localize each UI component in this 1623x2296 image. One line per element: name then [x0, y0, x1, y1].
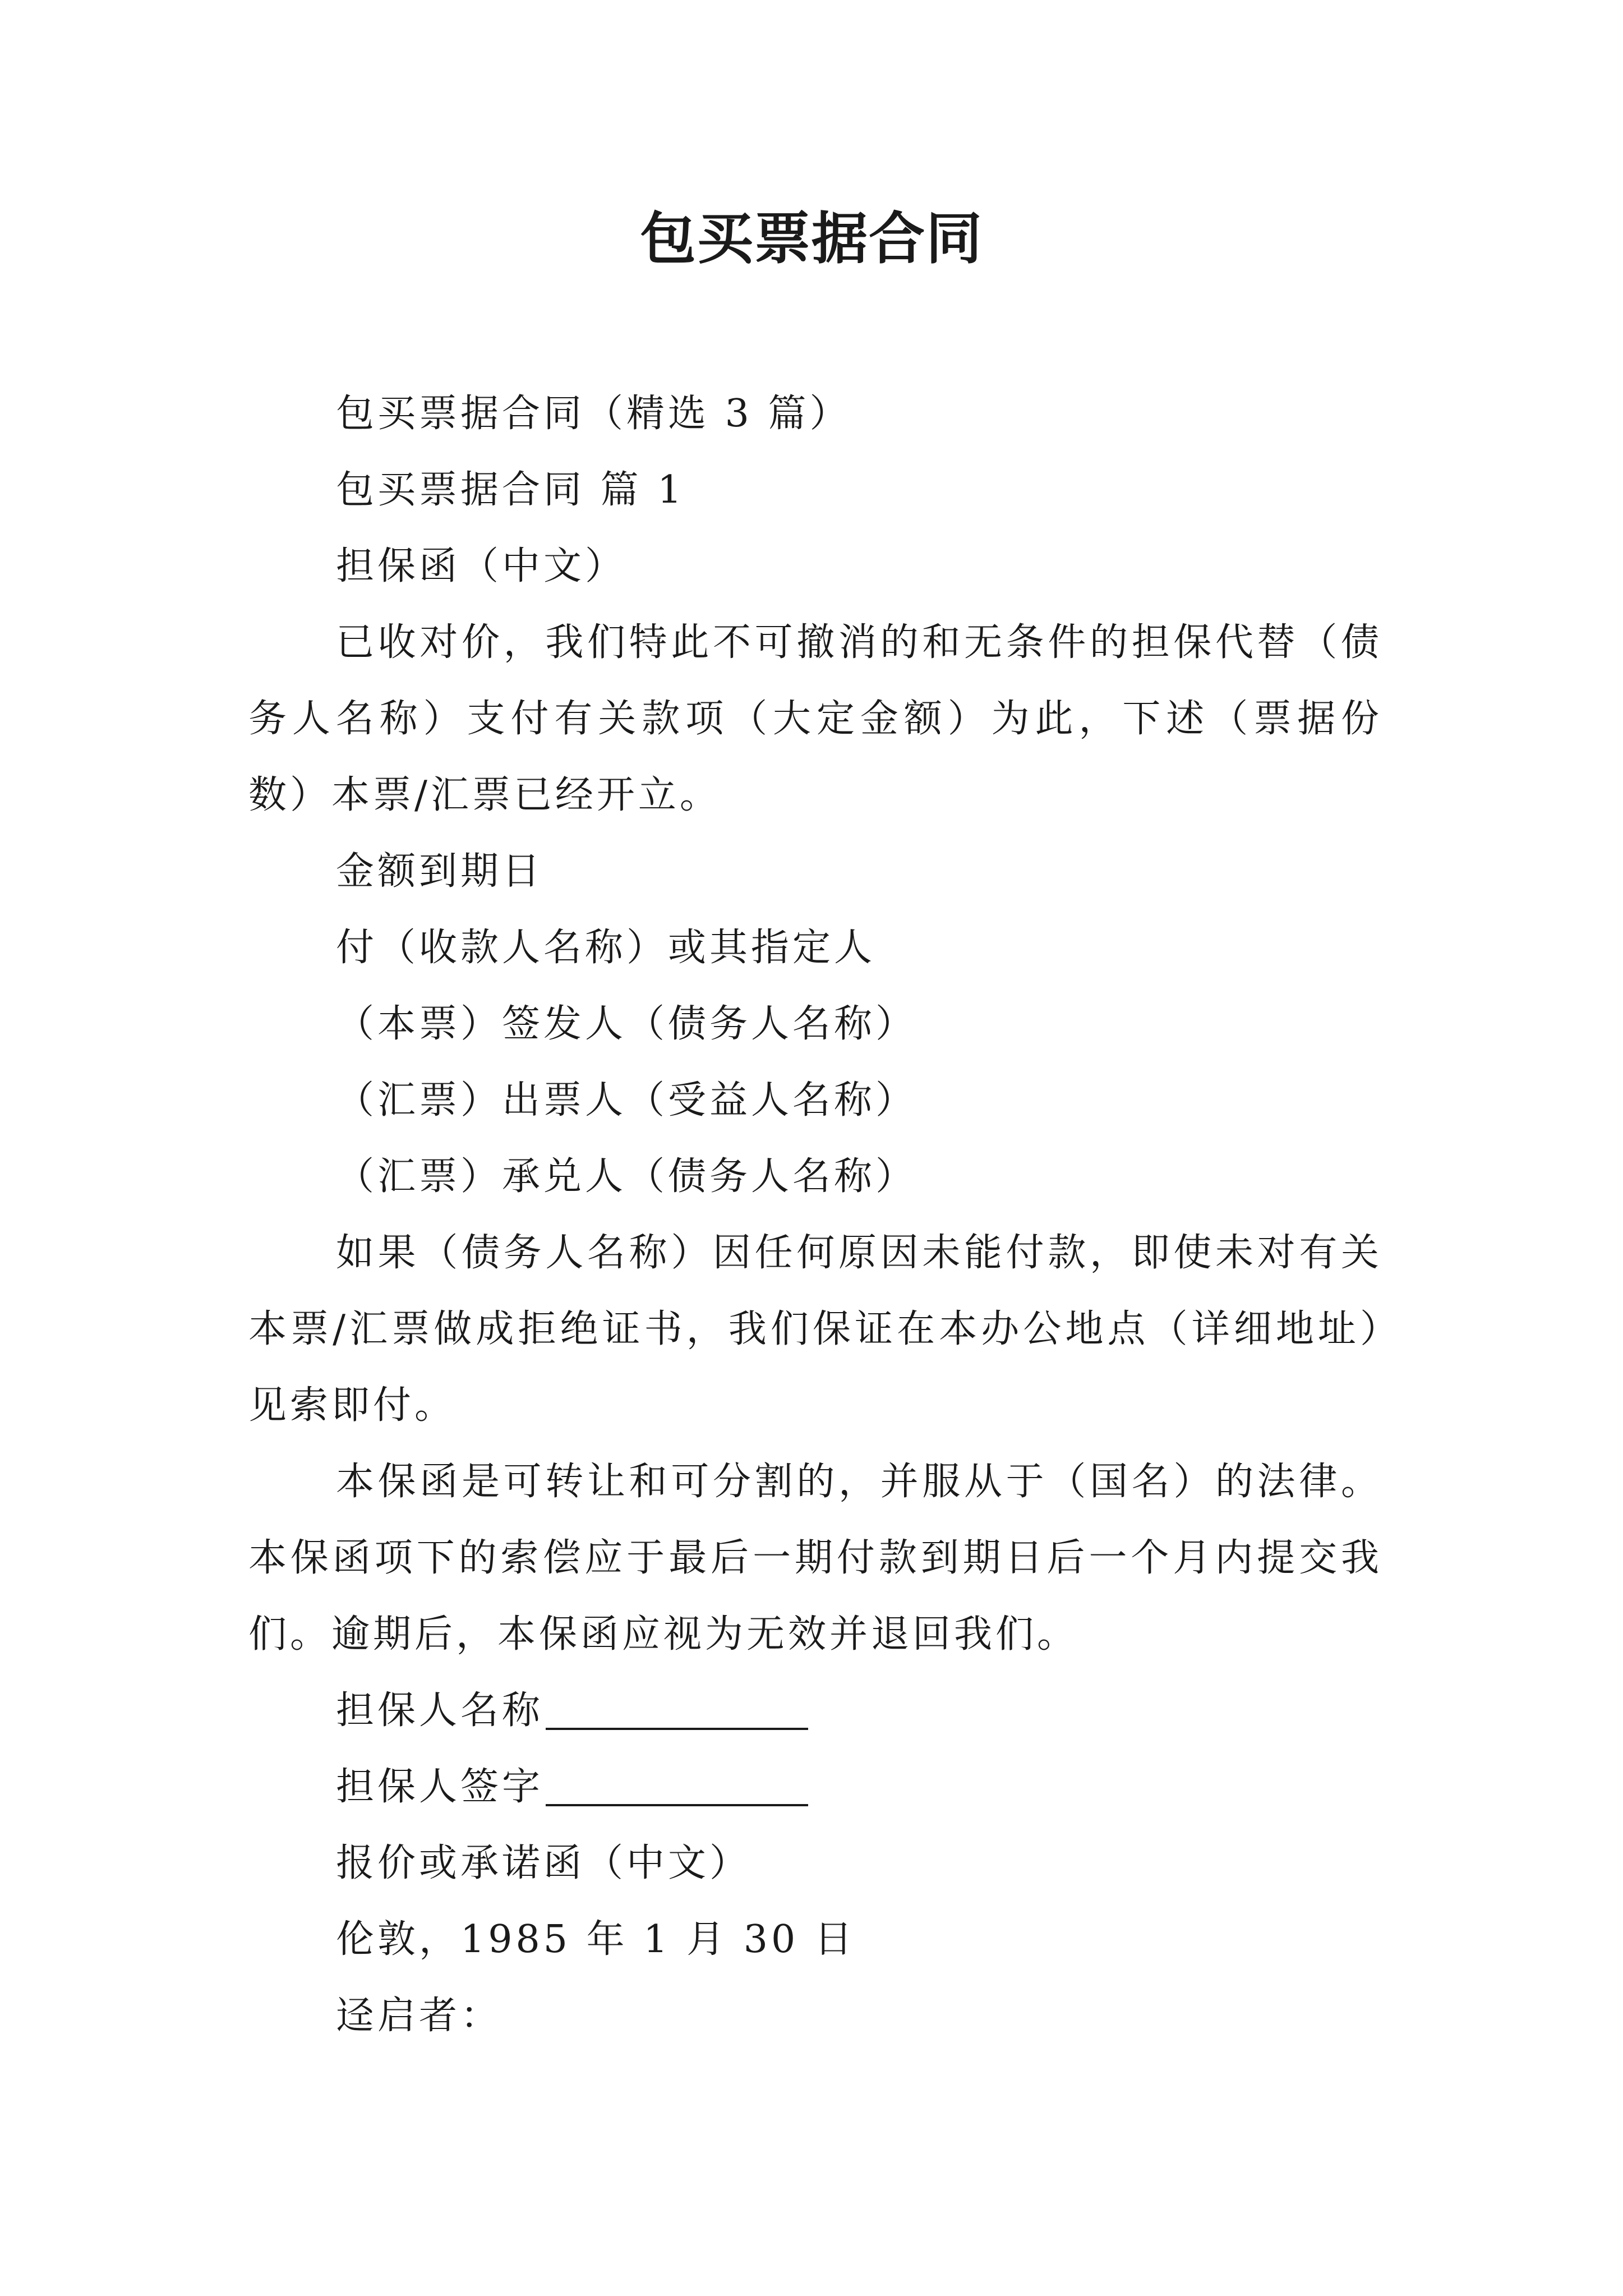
heading-guarantee-letter: 担保函（中文） — [336, 544, 627, 588]
document-body — [248, 376, 1382, 2054]
guarantor-name-label: 担保人名称 — [336, 1688, 544, 1733]
line-place-date: 伦敦，1985 年 1 月 30 日 — [336, 1917, 856, 1962]
line-note-issuer: （本票）签发人（债务人名称） — [336, 1002, 917, 1046]
section-heading-part-1: 包买票据合同 篇 1 — [336, 468, 685, 512]
line-guarantor-signature — [248, 1749, 1382, 1825]
line-guarantor-name — [248, 1673, 1382, 1749]
paragraph-transferability: 本保函是可转让和可分割的，并服从于（国名）的法律。本保函项下的索偿应于最后一期付款到期日后一个月内提交我们。逾期后，本保函应视为无效并退回我们。 — [248, 1460, 1382, 1657]
line-payee: 付（收款人名称）或其指定人 — [336, 926, 876, 970]
guarantor-name-blank — [546, 1728, 808, 1730]
line-amount-due-date: 金额到期日 — [336, 849, 544, 894]
line-bill-drawer: （汇票）出票人（受益人名称） — [336, 1078, 917, 1122]
heading-quotation-letter: 报价或承诺函（中文） — [336, 1841, 751, 1885]
guarantor-signature-blank — [546, 1804, 808, 1806]
paragraph-payment-guarantee: 如果（债务人名称）因任何原因未能付款，即使未对有关本票/汇票做成拒绝证书，我们保证在本办公地点（详细地址）见索即付。 — [248, 1231, 1382, 1428]
guarantor-signature-label: 担保人签字 — [336, 1765, 544, 1809]
line-salutation: 迳启者： — [336, 1994, 502, 2038]
document-title: 包买票据合同 — [640, 205, 983, 272]
paragraph-consideration: 已收对价，我们特此不可撤消的和无条件的担保代替（债务人名称）支付有关款项（大定金额）为此，下述（票据份数）本票/汇票已经开立。 — [248, 620, 1382, 817]
line-bill-acceptor: （汇票）承兑人（债务人名称） — [336, 1154, 917, 1199]
subtitle-selection: 包买票据合同（精选 3 篇） — [336, 392, 851, 436]
